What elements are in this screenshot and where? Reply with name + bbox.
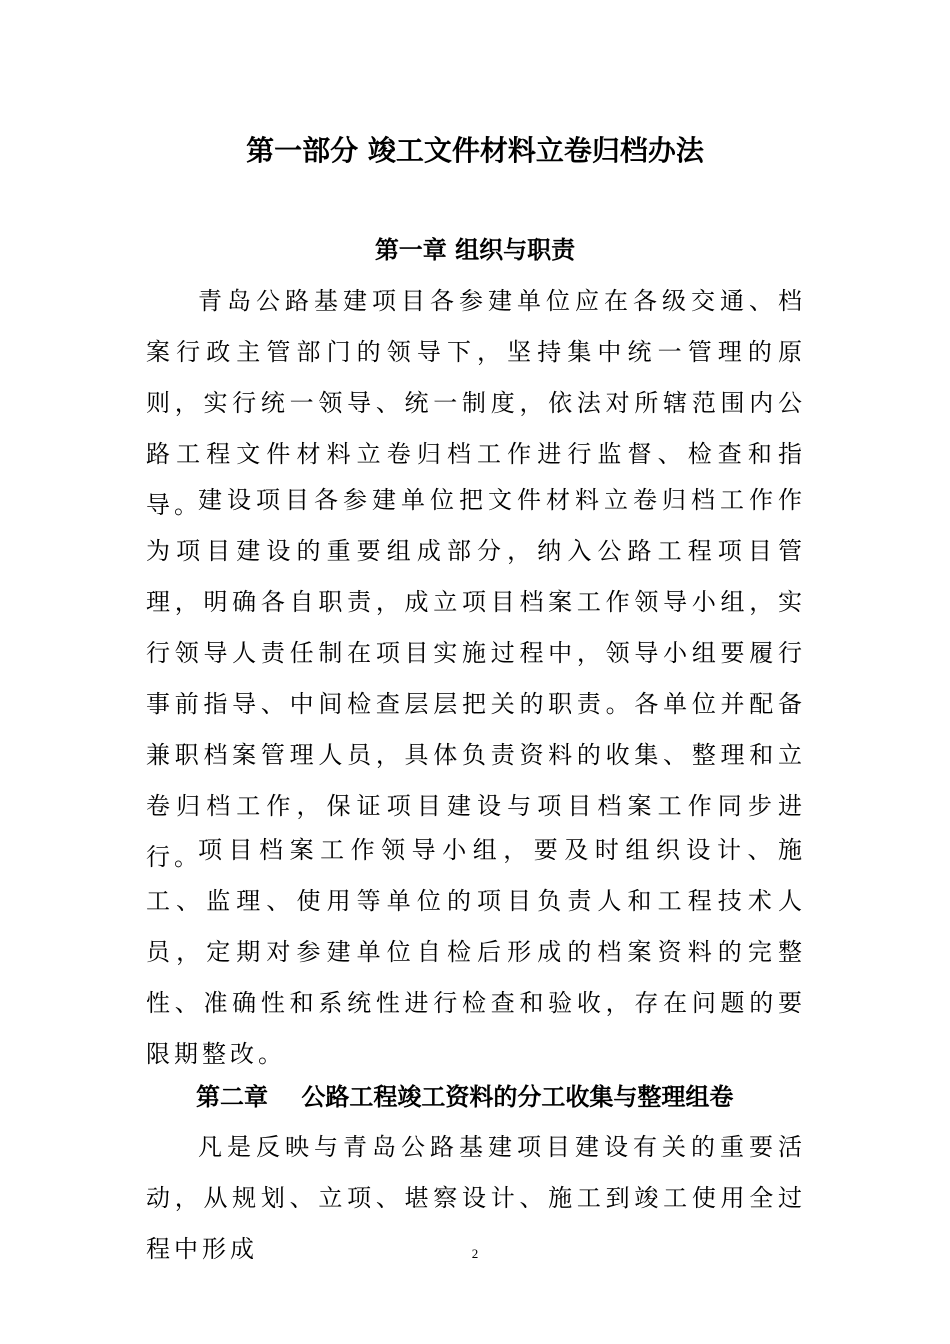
chapter-2-title: 第二章 公路工程竣工资料的分工收集与整理组卷: [196, 1083, 734, 1111]
chapter-1-title: 第一章 组织与职责: [374, 236, 576, 264]
chapter-1-paragraph-1: 青岛公路基建项目各参建单位应在各级交通、档案行政主管部门的领导下，坚持集中统一管理的原则，实行统一领导、统一制度，依法对所辖范围内公路工程文件材料立卷归档工作进行监督、检查和指导。: [146, 287, 806, 519]
chapter-1-paragraph-3: 项目档案工作领导小组，要及时组织设计、施工、监理、使用等单位的项目负责人和工程技术人员，定期对参建单位自检后形成的档案资料的完整性、准确性和系统性进行检查和验收，存在问题的要限期整改。: [146, 836, 806, 1068]
chapter-2-paragraph-1: 凡是反映与青岛公路基建项目建设有关的重要活动，从规划、立项、堪察设计、施工到竣工使用全过程中形成: [146, 1133, 806, 1263]
part-title: 第一部分 竣工文件材料立卷归档办法: [246, 134, 704, 167]
page-number: 2: [471, 1246, 479, 1261]
chapter-1-paragraph-2: 建设项目各参建单位把文件材料立卷归档工作作为项目建设的重要组成部分，纳入公路工程项目管理，明确各自职责，成立项目档案工作领导小组，实行领导人责任制在项目实施过程中，领导小组要履行事前指导、中间检查层层把关的职责。各单位并配备兼职档案管理人员，具体负责资料的收集、整理和立卷归档工作，保证项目建设与项目档案工作同步进行。: [146, 486, 806, 871]
